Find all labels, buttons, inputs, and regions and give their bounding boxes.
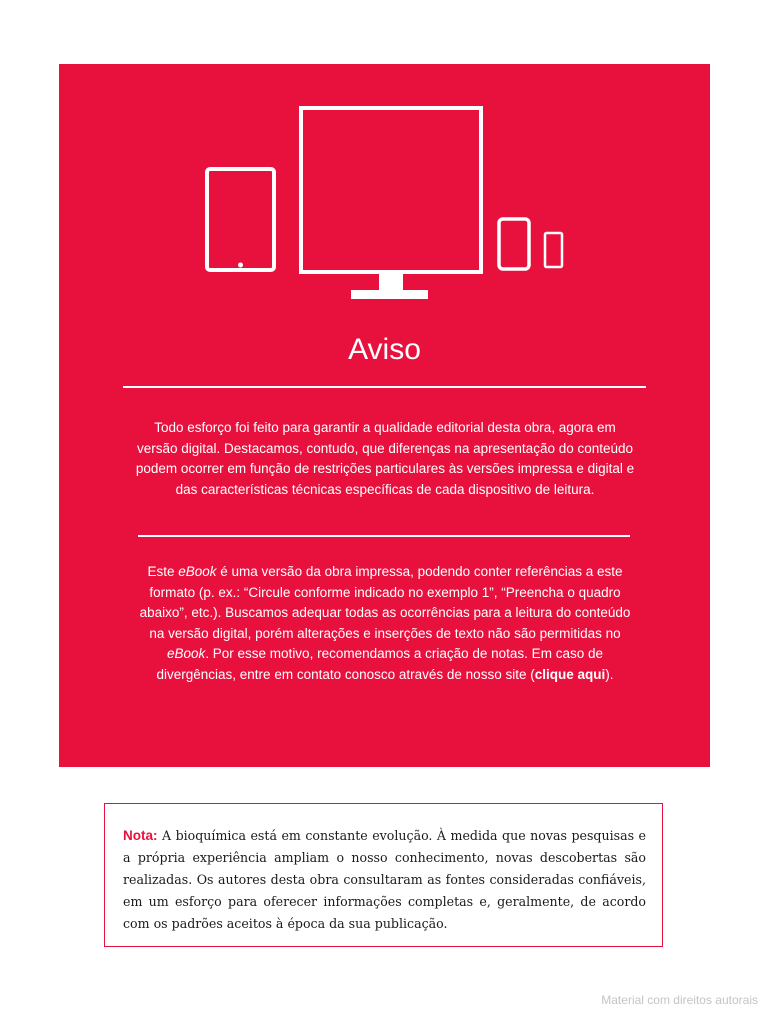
ebook-term: eBook xyxy=(167,646,206,661)
notice-panel xyxy=(59,64,710,767)
note-paragraph xyxy=(123,825,646,935)
small-phone-icon xyxy=(545,233,562,267)
ebook-text-3: . Por esse motivo, recomendamos a criação de notas. Em caso de divergências, entre em contato conosco através de nosso site ( xyxy=(156,646,603,682)
quality-notice-paragraph: Todo esforço foi feito para garantir a qualidade editorial desta obra, agora em versão digital. Destacamos, contudo, que diferenças na apresentação do conteúdo podem ocorrer em função de restrições particulares às versões impressa e digital e das características técnicas específicas de cada dispositivo de leitura. xyxy=(135,420,635,497)
tablet-icon xyxy=(207,169,274,270)
ebook-text-4: ). xyxy=(605,666,614,682)
copyright-watermark: Material com direitos autorais xyxy=(601,993,758,1007)
click-here-link[interactable]: clique aqui xyxy=(534,666,606,682)
ebook-notice-paragraph xyxy=(134,562,636,685)
page-title: Aviso xyxy=(348,333,421,366)
note-label: Nota: xyxy=(123,828,158,843)
note-body: A bioquímica está em constante evolução. À medida que novas pesquisas e a própria experiência ampliam o nosso conhecimento, novas descobertas são realizadas. Os autores desta obra consultaram as fontes consideradas confiáveis, em um esforço para oferecer informações completas e, geralmente, de acordo com os padrões aceitos à época da sua publicação. xyxy=(123,828,646,931)
ebook-text-1: Este xyxy=(147,564,179,579)
monitor-icon xyxy=(301,108,481,299)
devices-illustration xyxy=(59,64,710,314)
note-box xyxy=(104,803,663,947)
divider xyxy=(138,535,630,537)
divider xyxy=(123,386,646,388)
smartphone-icon xyxy=(499,219,529,269)
ebook-term: eBook xyxy=(178,564,217,579)
ebook-text-2: é uma versão da obra impressa, podendo conter referências a este formato (p. ex.: “Circule conforme indicado no exemplo 1”, “Preencha o quadro abaixo”, etc.). Buscamos adequar todas as ocorrências para a leitura do conteúdo na versão digital, porém alterações e inserções de texto não são permitidas no xyxy=(139,564,631,641)
